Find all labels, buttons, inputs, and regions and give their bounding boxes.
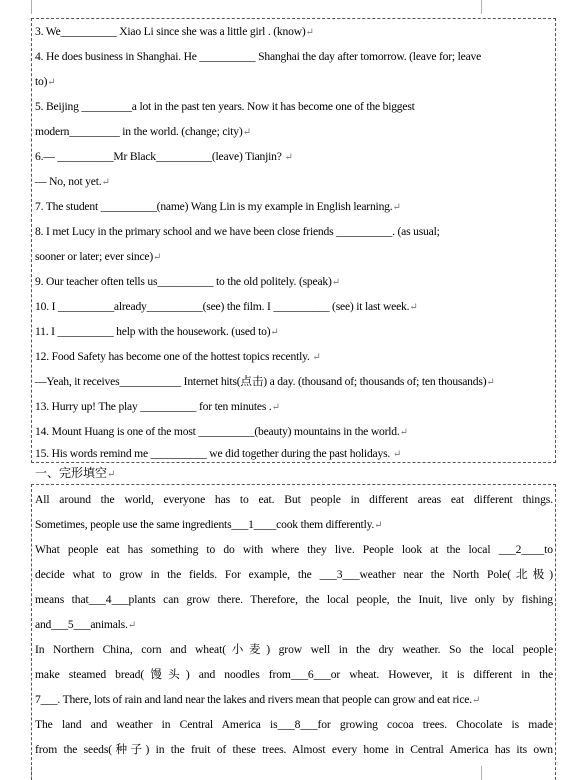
exercise-line: to)↵ [35,75,56,88]
exercise-line: 13. Hurry up! The play __________ for ten minutes .↵ [35,400,280,413]
passage-line: The land and weather in Central America is___8___for growing cocoa trees. Chocolate is made [35,718,553,731]
passage-line: All around the world, everyone has to eat. But people in different areas eat different things. [35,493,553,506]
exercise-line: sooner or later; ever since)↵ [35,250,162,263]
exercise-line: 3. We__________ Xiao Li since she was a little girl . (know)↵ [35,25,314,38]
passage-line: from the seeds(种子) in the fruit of these trees. Almost every home in Central America has its own [35,743,553,756]
exercise-line: 5. Beijing _________a lot in the past ten years. Now it has become one of the biggest [35,100,415,113]
passage-line: and___5___animals.↵ [35,618,136,631]
passage-line: In Northern China, corn and wheat(小麦) grow well in the dry weather. So the local people [35,643,553,656]
passage-line: Sometimes, people use the same ingredients___1____cook them differently.↵ [35,518,383,531]
exercise-line: 12. Food Safety has become one of the hottest topics recently. ↵ [35,350,321,363]
passage-line: 7___. There, lots of rain and land near the lakes and rivers mean that people can grow and eat rice.↵ [35,693,481,706]
section-title: 一、完形填空↵ [35,466,116,480]
exercise-line: 4. He does business in Shanghai. He __________ Shanghai the day after tomorrow. (leave for; leave [35,50,482,63]
exercise-line: modern_________ in the world. (change; city)↵ [35,125,251,138]
exercise-line: — No, not yet.↵ [35,175,110,188]
exercise-line: 7. The student __________(name) Wang Lin is my example in English learning.↵ [35,200,401,213]
exercise-line: 11. I __________ help with the housework. (used to)↵ [35,325,279,338]
passage-line: What people eat has something to do with where they live. People look at the local ___2____to [35,543,553,556]
exercise-line: 9. Our teacher often tells us__________ to the old politely. (speak)↵ [35,275,340,288]
crop-mark [481,0,482,14]
exercise-line: 6.— __________Mr Black__________(leave) Tianjin? ↵ [35,150,293,163]
passage-line: means that___4___plants can grow there. Therefore, the local people, the Inuit, live only by fishing [35,593,553,606]
passage-line: make steamed bread(馒头) and noodles from___6___or wheat. However, it is different in the [35,668,553,681]
passage-line: decide what to grow in the fields. For example, the ___3___weather near the North Pole(北极) [35,568,553,581]
exercise-line: 8. I met Lucy in the primary school and we have been close friends __________. (as usual; [35,225,440,238]
exercise-line: —Yeah, it receives___________ Internet hits(点击) a day. (thousand of; thousands of; ten thousands)↵ [35,375,495,388]
exercise-line: 14. Mount Huang is one of the most __________(beauty) mountains in the world.↵ [35,425,408,438]
crop-mark [31,0,32,14]
exercise-line: 15. His words remind me __________ we did together during the past holidays. ↵ [35,447,401,460]
exercise-line: 10. I __________already__________(see) the film. I __________ (see) it last week.↵ [35,300,418,313]
